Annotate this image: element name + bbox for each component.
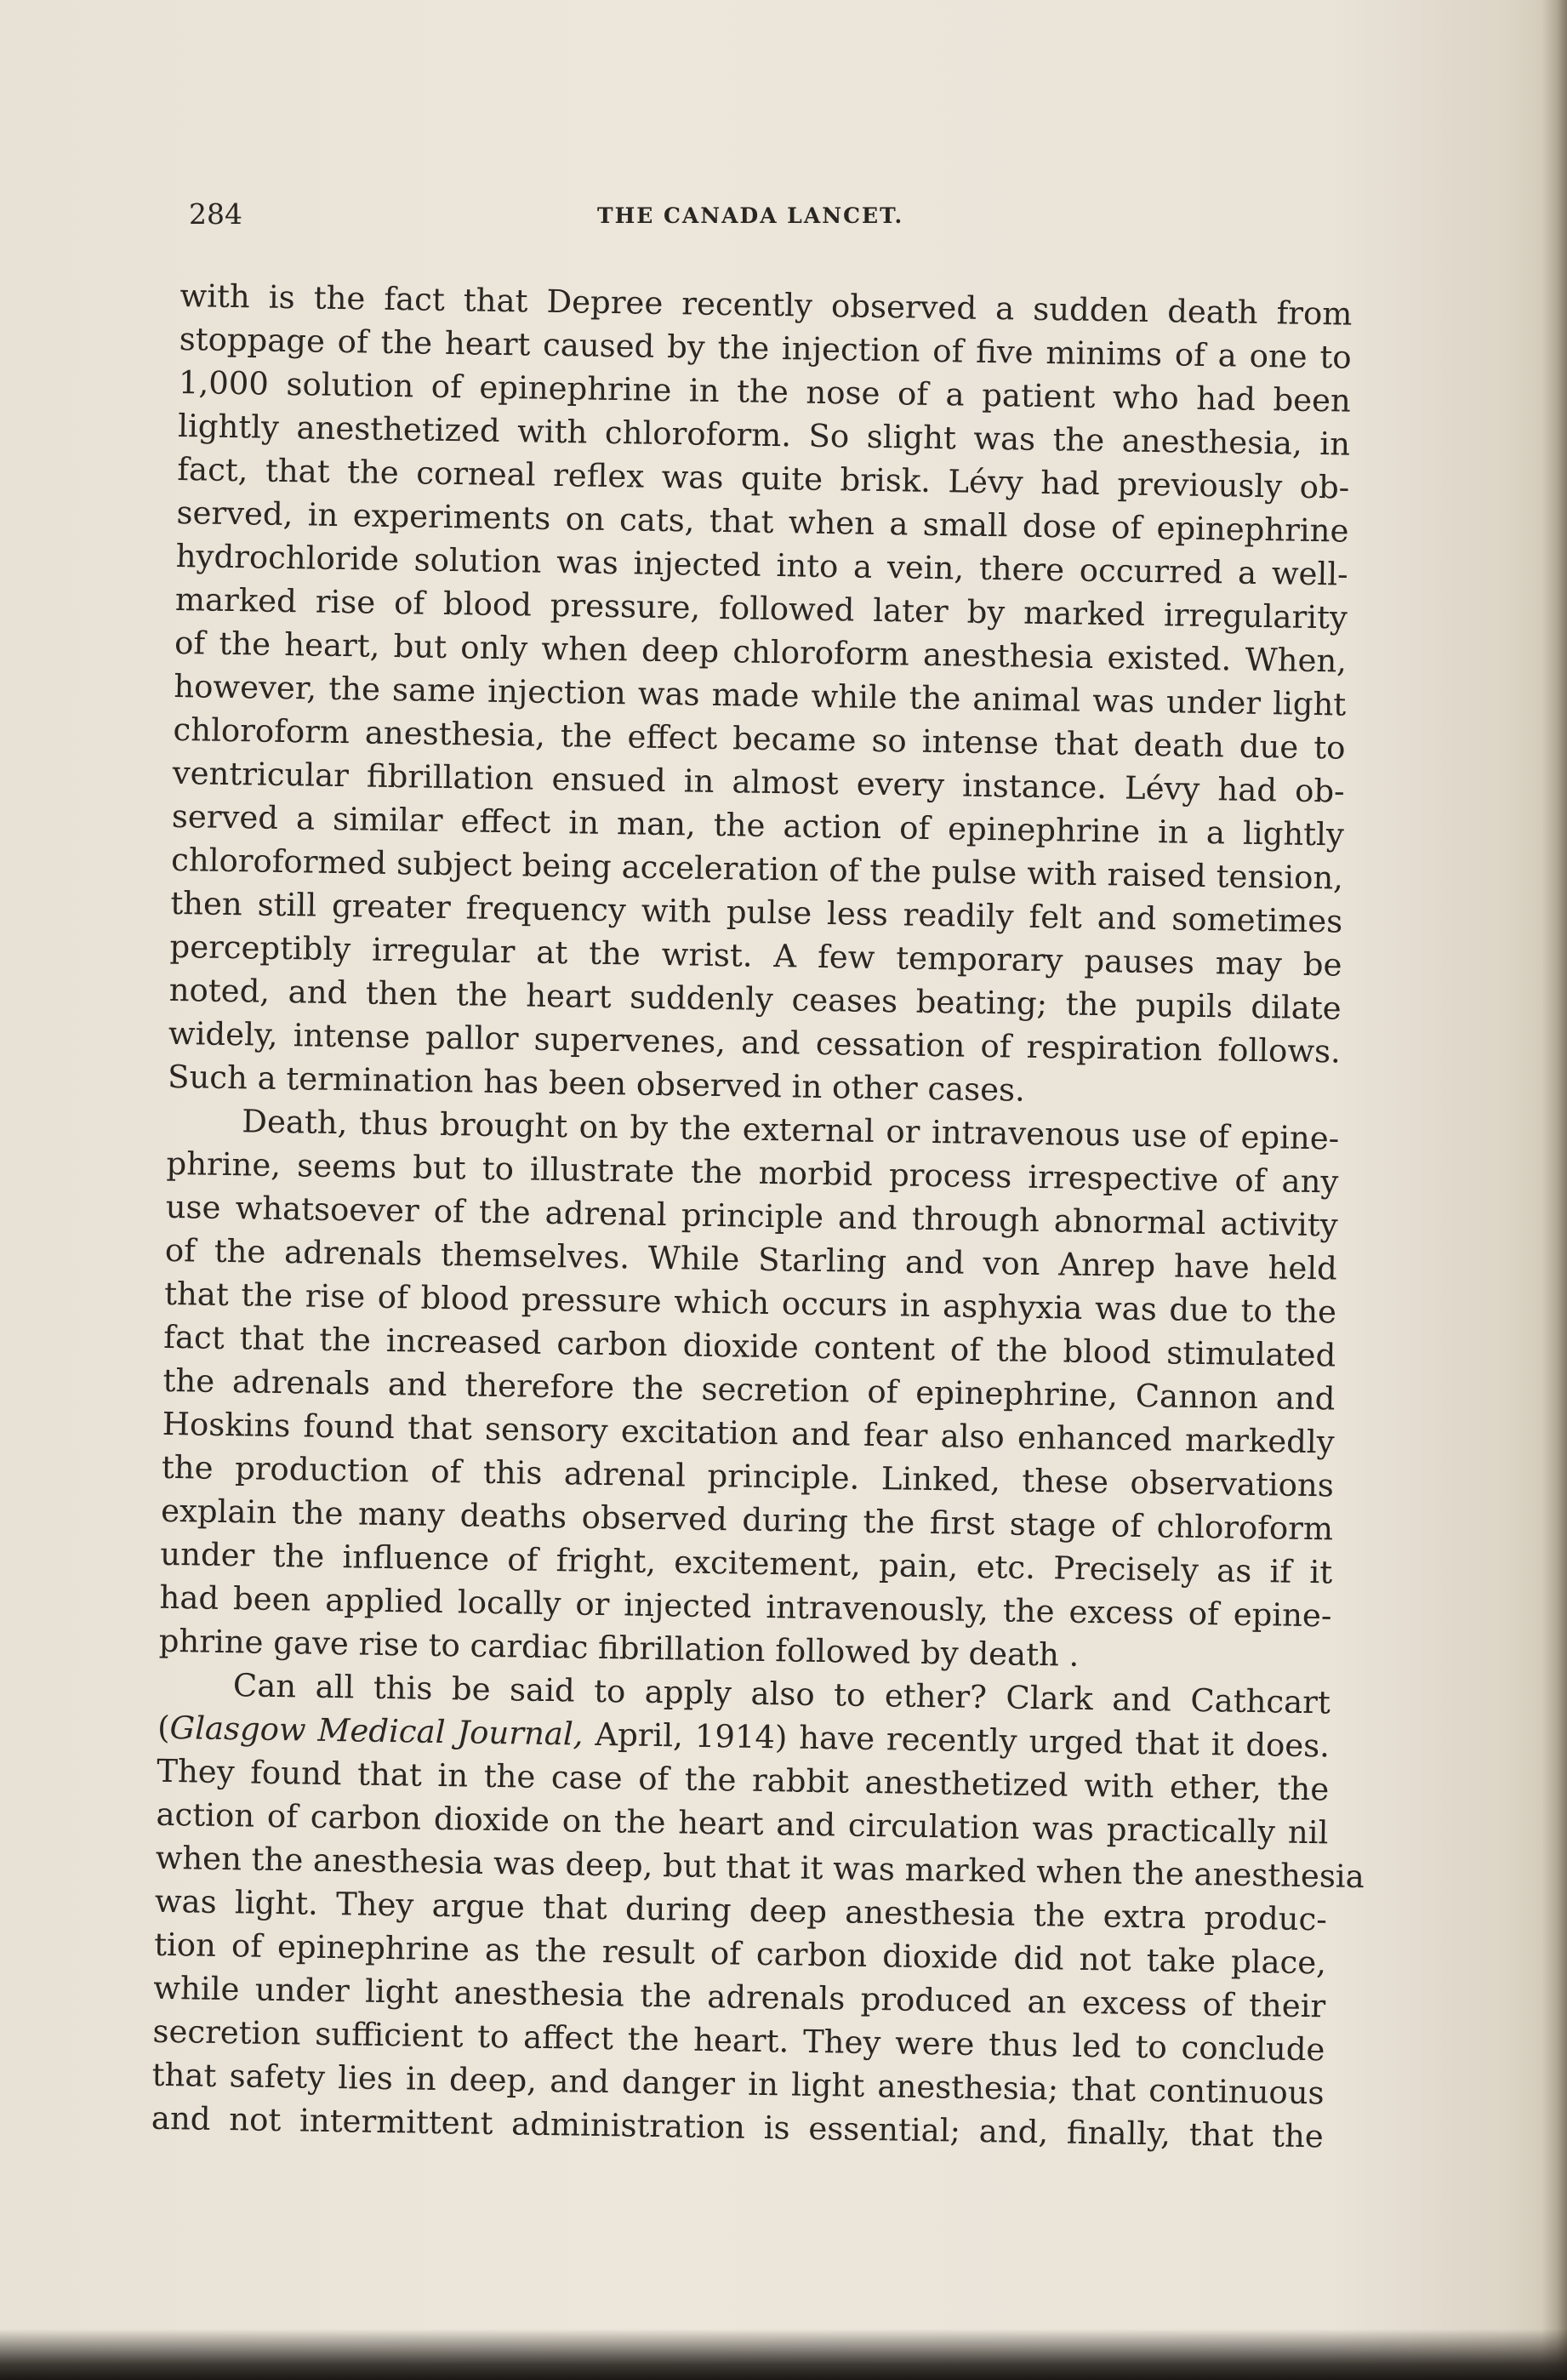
text-line: action of carbon dioxide on the heart and circulation was practically nil xyxy=(156,1795,1329,1852)
text-line: fact, that the corneal reflex was quite brisk. Lévy had previously ob- xyxy=(177,450,1350,506)
text-line: use whatsoever of the adrenal principle and through abnormal activity xyxy=(165,1188,1338,1244)
text-line: the adrenals and therefore the secretion of epinephrine, Cannon and xyxy=(162,1361,1336,1418)
text-line: phrine, seems but to illustrate the morbid process irrespective of any xyxy=(166,1144,1339,1201)
journal-title: Glasgow Medical Journal, xyxy=(169,1709,584,1753)
citation-rest: April, 1914) have recently urged that it does. xyxy=(583,1715,1331,1765)
running-head: THE CANADA LANCET. xyxy=(597,203,904,228)
text-line: of the heart, but only when deep chloroform anesthesia existed. When, xyxy=(174,624,1348,680)
paren-open: ( xyxy=(157,1709,170,1747)
text-line: was light. They argue that during deep anesthesia the extra produc- xyxy=(154,1882,1328,1938)
text-line: when the anesthesia was deep, but that it was marked when the anesthesia xyxy=(155,1839,1365,1896)
text-line: had been applied locally or injected intravenously, the excess of epine- xyxy=(159,1578,1332,1635)
text-line: 1,000 solution of epinephrine in the nose of a patient who had been xyxy=(178,363,1352,419)
text-line: however, the same injection was made while the animal was under light xyxy=(174,667,1347,723)
text-line: stoppage of the heart caused by the injection of five minims of a one to xyxy=(179,320,1352,376)
text-line: chloroformed subject being acceleration of the pulse with raised tension, xyxy=(170,841,1344,897)
text-line: while under light anesthesia the adrenals produced an excess of their xyxy=(153,1969,1326,2025)
text-line: explain the many deaths observed during the first stage of chloroform xyxy=(160,1492,1334,1548)
text-line: lightly anesthetized with chloroform. So slight was the anesthesia, in xyxy=(177,407,1351,463)
text-line: with is the fact that Depree recently observed a sudden death from xyxy=(179,277,1353,333)
text-line: then still greater frequency with pulse less readily felt and sometimes xyxy=(170,884,1343,940)
paragraph-2 xyxy=(158,1099,1339,1681)
text-line: They found that in the case of the rabbit anesthetized with ether, the xyxy=(157,1752,1330,1808)
text-line: served, in experiments on cats, that when a small dose of epinephrine xyxy=(176,494,1349,550)
text-line: marked rise of blood pressure, followed later by marked irregularity xyxy=(174,580,1348,636)
text-line: Can all this be said to apply also to ether? Clark and Cathcart xyxy=(232,1667,1331,1721)
text-line: served a similar effect in man, the action of epinephrine in a lightly xyxy=(171,797,1345,853)
text-line: under the influence of fright, excitement, pain, etc. Precisely as if it xyxy=(160,1535,1333,1591)
text-line: ventricular fibrillation ensued in almost every instance. Lévy had ob- xyxy=(172,754,1345,810)
body-text xyxy=(151,274,1365,2158)
text-line: the production of this adrenal principle. Linked, these observations xyxy=(161,1448,1335,1504)
text-line: that safety lies in deep, and danger in light anesthesia; that continuous xyxy=(151,2056,1325,2112)
paragraph-1 xyxy=(168,274,1353,1117)
text-line: phrine gave rise to cardiac fibrillation followed by death . xyxy=(158,1622,1080,1674)
page-edge-shadow xyxy=(1541,0,1567,2380)
text-line: chloroform anesthesia, the effect became so intense that death due to xyxy=(173,711,1346,767)
bottom-edge-shadow xyxy=(0,2329,1567,2380)
text-line: that the rise of blood pressure which occurs in asphyxia was due to the xyxy=(163,1275,1337,1331)
text-line: hydrochloride solution was injected into a vein, there occurred a well- xyxy=(175,537,1348,593)
text-line: Such a termination has been observed in other cases. xyxy=(167,1058,1026,1109)
text-line: fact that the increased carbon dioxide content of the blood stimulated xyxy=(163,1318,1336,1374)
text-line: Hoskins found that sensory excitation and fear also enhanced markedly xyxy=(162,1405,1335,1461)
page-header xyxy=(189,197,1346,240)
text-line: secretion sufficient to affect the heart. They were thus led to conclude xyxy=(152,2012,1325,2069)
text-line: of the adrenals themselves. While Starling and von Anrep have held xyxy=(164,1231,1338,1287)
text-line: noted, and then the heart suddenly ceases beating; the pupils dilate xyxy=(168,971,1342,1027)
text-line: perceptibly irregular at the wrist. A few temporary pauses may be xyxy=(169,927,1342,984)
paragraph-3 xyxy=(151,1663,1365,2159)
text-line: tion of epinephrine as the result of carbon dioxide did not take place, xyxy=(153,1926,1327,1982)
text-line: Death, thus brought on by the external or intravenous use of epine- xyxy=(242,1103,1340,1157)
text-line: widely, intense pallor supervenes, and cessation of respiration follows. xyxy=(168,1014,1342,1070)
page-number: 284 xyxy=(189,197,242,231)
text-line: and not intermittent administration is essential; and, finally, that the xyxy=(151,2099,1325,2155)
